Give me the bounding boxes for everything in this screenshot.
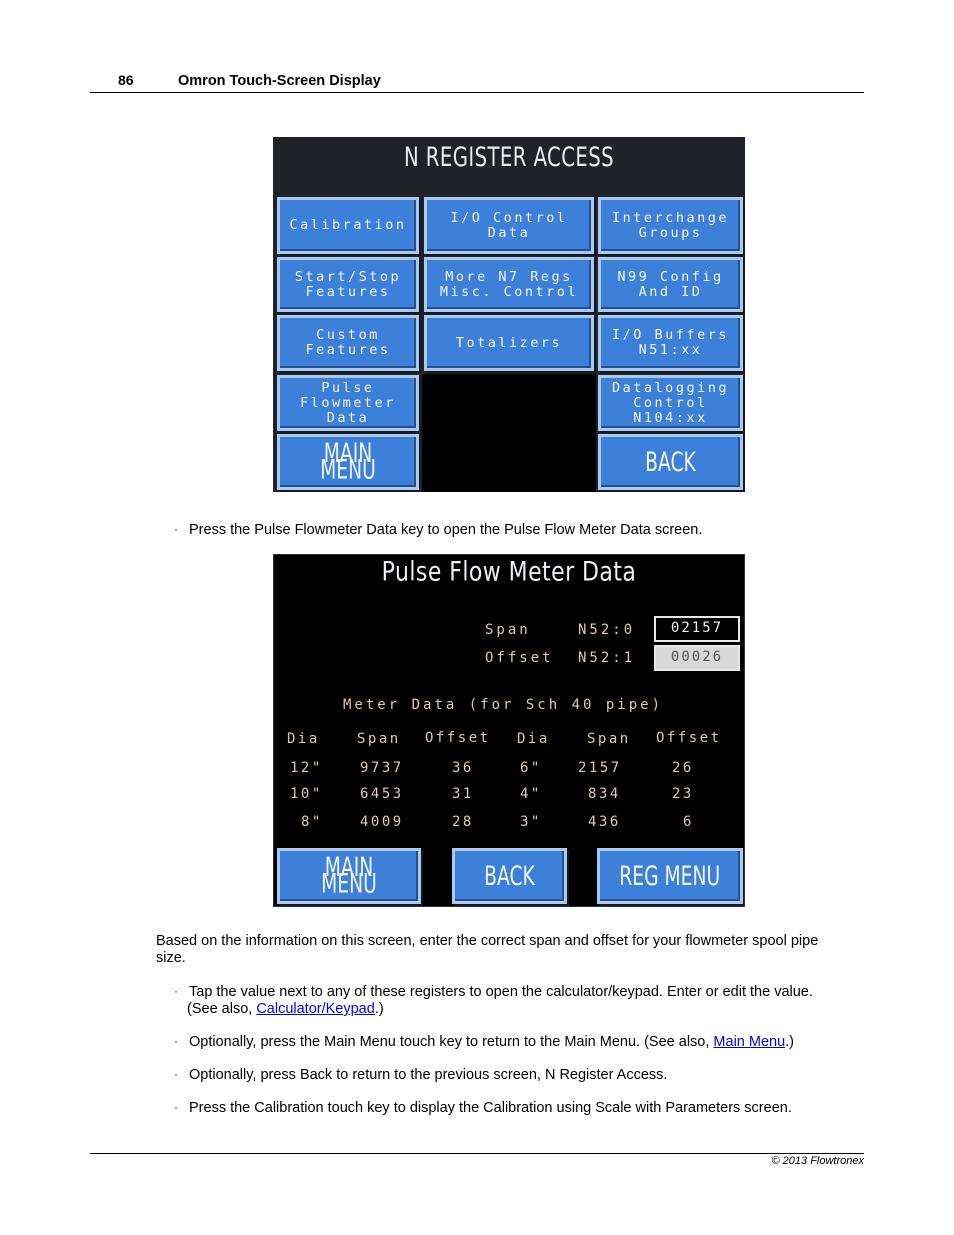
calculator-keypad-link[interactable]: Calculator/Keypad — [256, 1001, 375, 1017]
table-cell: 6 — [683, 814, 694, 830]
bullet-marker: · — [174, 984, 178, 998]
bullet-text: Tap the value next to any of these registers to open the calculator/keypad. Enter or edit the value. — [189, 984, 813, 1000]
table-cell: 8" — [301, 814, 323, 830]
datalogging-control-button[interactable]: Datalogging Control N104:xx — [598, 375, 743, 431]
page-number: 86 — [118, 72, 134, 88]
io-buffers-button[interactable]: I/O Buffers N51:xx — [598, 315, 743, 371]
span-register: N52:0 — [578, 622, 636, 638]
table-cell: 6453 — [360, 786, 404, 802]
custom-features-button[interactable]: Custom Features — [277, 315, 419, 371]
n99-config-button[interactable]: N99 Config And ID — [598, 257, 743, 312]
reg-menu-label: REG MENU — [619, 860, 721, 891]
table-cell: 28 — [452, 814, 474, 830]
col-header-dia: Dia — [517, 731, 550, 747]
main-menu-label: MAIN MENU — [321, 851, 377, 900]
totalizers-button[interactable]: Totalizers — [424, 315, 594, 371]
bullet-text: Optionally, press the Main Menu touch key to return to the Main Menu. (See also, — [189, 1034, 714, 1050]
table-cell: 12" — [290, 760, 323, 776]
screen-title: N REGISTER ACCESS — [403, 141, 614, 173]
page-header-title: Omron Touch-Screen Display — [178, 73, 381, 89]
back-label: BACK — [484, 860, 535, 891]
main-menu-label: MAIN MENU — [320, 437, 376, 486]
table-cell: 23 — [672, 786, 694, 802]
io-control-data-button[interactable]: I/O Control Data — [424, 197, 594, 254]
col-header-dia: Dia — [287, 731, 320, 747]
offset-label: Offset — [485, 650, 554, 666]
meter-data-heading: Meter Data (for Sch 40 pipe) — [343, 697, 664, 713]
bullet-back: Optionally, press Back to return to the previous screen, N Register Access. — [189, 1067, 668, 1083]
back-button[interactable] — [598, 434, 743, 490]
main-menu-button[interactable] — [277, 434, 419, 490]
table-cell: 10" — [290, 786, 323, 802]
table-cell: 4" — [520, 786, 542, 802]
bullet-calibration: Press the Calibration touch key to display the Calibration using Scale with Parameters screen. — [189, 1100, 792, 1116]
back-label: BACK — [645, 446, 696, 477]
reg-menu-button[interactable] — [597, 848, 743, 904]
n-register-access-screenshot — [273, 137, 745, 492]
interchange-groups-button[interactable]: Interchange Groups — [598, 197, 743, 254]
table-cell: 31 — [452, 786, 474, 802]
start-stop-features-button[interactable]: Start/Stop Features — [277, 257, 419, 312]
table-cell: 9737 — [360, 760, 404, 776]
header-rule — [90, 92, 864, 93]
more-n7-regs-button[interactable]: More N7 Regs Misc. Control — [424, 257, 594, 312]
bullet-marker: · — [174, 1067, 178, 1081]
table-cell: 834 — [588, 786, 621, 802]
span-label: Span — [485, 622, 531, 638]
table-cell: 26 — [672, 760, 694, 776]
bullet-marker: · — [174, 1100, 178, 1114]
instruction-paragraph: Based on the information on this screen, enter the correct span and offset for your flowmeter spool pipe size. — [156, 933, 819, 966]
col-header-span: Span — [357, 731, 401, 747]
see-also-prefix: (See also, — [187, 1001, 257, 1017]
offset-register: N52:1 — [578, 650, 636, 666]
empty-panel — [422, 374, 596, 492]
table-cell: 6" — [520, 760, 542, 776]
screen-title: Pulse Flow Meter Data — [381, 556, 637, 587]
bullet-tap-value — [189, 984, 869, 1018]
pulse-flow-meter-data-screenshot — [273, 554, 745, 907]
table-cell: 4009 — [360, 814, 404, 830]
span-value-field[interactable]: 02157 — [654, 616, 740, 642]
pulse-flowmeter-data-button[interactable]: Pulse Flowmeter Data — [277, 375, 419, 431]
table-cell: 436 — [588, 814, 621, 830]
col-header-span: Span — [587, 731, 631, 747]
bullet-marker: · — [174, 522, 178, 536]
see-also-suffix: .) — [374, 1001, 384, 1017]
bullet-pulse-flowmeter: Press the Pulse Flowmeter Data key to open the Pulse Flow Meter Data screen. — [189, 522, 703, 538]
main-menu-button[interactable] — [277, 848, 421, 904]
main-menu-link[interactable]: Main Menu — [713, 1034, 786, 1050]
offset-value-field[interactable]: 00026 — [654, 645, 740, 671]
col-header-offset: Offset — [425, 730, 491, 746]
table-cell: 3" — [520, 814, 542, 830]
see-also-suffix: .) — [785, 1034, 795, 1050]
bullet-marker: · — [174, 1034, 178, 1048]
table-cell: 2157 — [578, 760, 622, 776]
copyright-footer: © 2013 Flowtronex — [771, 1155, 864, 1167]
calibration-button[interactable]: Calibration — [277, 197, 419, 254]
back-button[interactable] — [452, 848, 567, 904]
col-header-offset: Offset — [656, 730, 722, 746]
table-cell: 36 — [452, 760, 474, 776]
footer-rule — [90, 1153, 864, 1154]
bullet-main-menu — [189, 1034, 869, 1051]
